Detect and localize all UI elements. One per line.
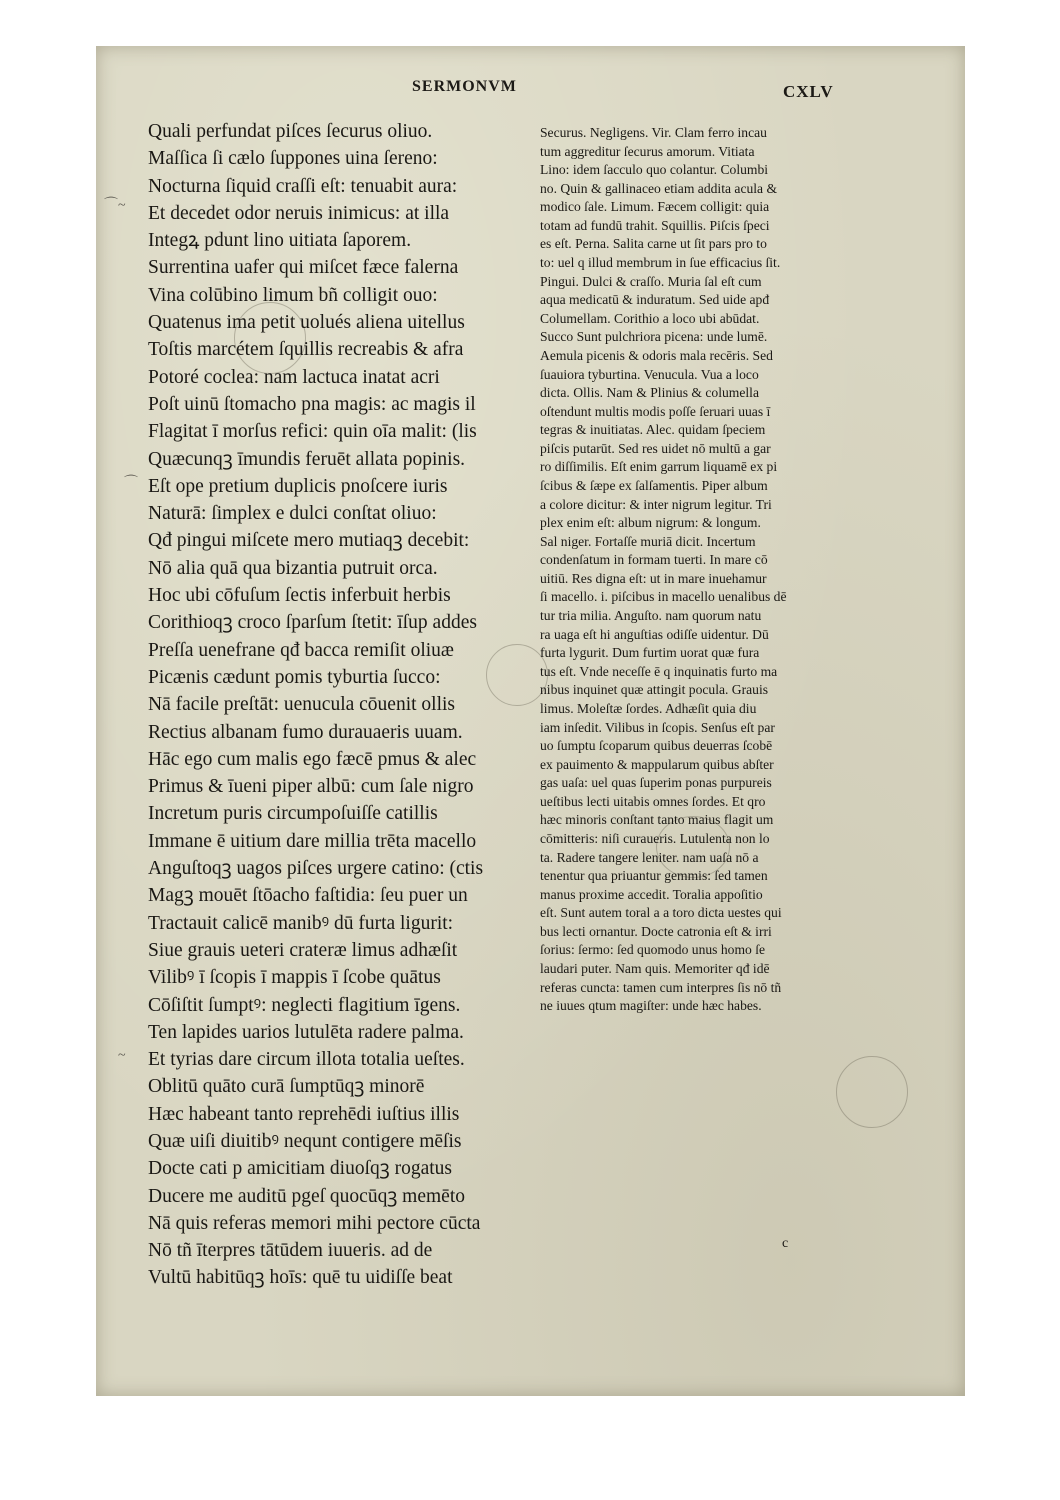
commentary-line: ſuauiora tyburtina. Venucula. Vua a loco [540, 366, 759, 382]
commentary-line: manus proxime accedit. Toralia appoſitio [540, 886, 763, 902]
commentary-line: tegras & inuitiatas. Alec. quidam ſpeciem [540, 422, 766, 438]
commentary-line: Securus. Negligens. Vir. Clam ferro incau [540, 125, 767, 140]
commentary-line: ta. Radere tangere leniter. nam uaſa nō a [540, 849, 759, 865]
catchmark: c [782, 1236, 789, 1251]
verse-line: Ten lapides uarios lutulēta radere palma. [148, 1021, 464, 1043]
commentary-line: piſcis putarūt. Sed res uidet nō multū a gar [540, 440, 771, 456]
verse-line: Nocturna ſiquid craſſi eſt: tenuabit aura: [148, 175, 458, 197]
commentary-line: tus eſt. Vnde neceſſe ē q inquinatis furto ma [540, 663, 778, 679]
verse-line: Ducere me auditū pgeſ quocūqꝫ memēto [148, 1185, 465, 1207]
verse-line: Potoré coclea: nam lactuca inatat acri [148, 366, 440, 388]
margin-mark: ⌒ [124, 476, 138, 491]
verse-line: Qđ pingui miſcete mero mutiaqꝫ decebit: [148, 530, 470, 552]
commentary-line: nibus inquinet quæ attingit pocula. Grauis [540, 682, 769, 698]
commentary-line: ra uaga eſt hi anguſtias odiſſe uidentur. Dū [540, 626, 769, 642]
running-head: SERMONVM [412, 78, 517, 95]
commentary-line: Pingui. Dulci & craſſo. Muria ſal eſt cum [540, 273, 762, 289]
commentary-line: cōmitteris: niſi curaueris. Lutulenta non lo [540, 830, 770, 846]
verse-line: Siue grauis ueteri crateræ limus adhæſit [148, 939, 458, 961]
commentary-line: Sal niger. Fortaſſe muriā dicit. Incertum [540, 533, 756, 549]
verse-line: Quali perfundat piſces ſecurus oliuo. [148, 121, 433, 142]
commentary-line: es eſt. Perna. Salita carne ut ſit pars pro to [540, 236, 767, 252]
verse-line: Oblitū quāto curā ſumptūqꝫ minorē [148, 1076, 425, 1098]
commentary-line: ſcibus & ſæpe ex ſalſamentis. Piper album [540, 477, 768, 493]
verse-line: Flagitat ī morſus refici: quin oīa malit: (lis [148, 421, 477, 443]
commentary-line: hæc minoris conſtant tanto maius flagit um [540, 812, 774, 828]
commentary-line: Aemula picenis & odoris mala recēris. Sed [540, 347, 773, 363]
verse-line: Hāc ego cum malis ego fæcē pmus & alec [148, 748, 477, 770]
verse-line: Rectius albanam fumo durauaeris uuam. [148, 721, 463, 743]
commentary-line: laudari puter. Nam quis. Memoriter qđ idē [540, 961, 770, 977]
verse-line: Et decedet odor neruis inimicus: at illa [148, 202, 450, 224]
verse-line: Nā facile preſtāt: uenucula cōuenit ollis [148, 694, 456, 716]
commentary-line: gas uaſa: uel quas ſuperim ponas purpureis [540, 775, 772, 791]
verse-line: Naturā: ſimplex e dulci conſtat oliuo: [148, 503, 437, 525]
verse-column [148, 118, 548, 1292]
commentary-line: Lino: idem ſacculo quo colantur. Columbi [540, 162, 769, 178]
commentary-line: uo ſumptu ſcoparum quibus deuerras ſcobē [540, 738, 773, 754]
verse-line: Corithioqꝫ croco ſparſum ſtetit: īſup addes [148, 612, 477, 634]
commentary-line: ſorius: ſermo: ſed quomodo unus homo ſe [540, 942, 766, 958]
commentary-line: Columellam. Corithio a loco ubi abūdat. [540, 310, 760, 326]
verse-line: Hæc habeant tanto reprehēdi iuſtius illis [148, 1103, 460, 1125]
commentary-line: eſt. Sunt autem toral a a toro dicta uestes qui [540, 905, 782, 921]
commentary-line: bus lecti ornantur. Docte catronia eſt & irri [540, 923, 772, 939]
verse-line: Docte cati p amicitiam diuoſqꝫ rogatus [148, 1158, 453, 1180]
verse-line: Hoc ubi cōfuſum ſectis inferbuit herbis [148, 585, 451, 607]
commentary-line: tenentur qua priuantur gemmis: ſed tamen [540, 868, 768, 884]
commentary-line: oſtendunt multis modis poſſe ſeruari uuas ī [540, 403, 771, 419]
verse-line: Tractauit calicē manibꝰ dū furta ligurit: [148, 912, 454, 934]
library-stamp [836, 1056, 908, 1128]
verse-line: Picænis cædunt pomis tyburtia ſucco: [148, 666, 441, 688]
commentary-line: ueſtibus lecti uitabis omnes ſordes. Et qro [540, 793, 766, 809]
verse-line: Vultū habitūqꝫ hoīs: quē tu uidiſſe beat [148, 1267, 453, 1289]
verse-line: Vilibꝰ ī ſcopis ī mappis ī ſcobe quātus [148, 967, 441, 989]
verse-line: Toſtis marcétem ſquillis recreabis & afra [148, 339, 464, 361]
commentary-line: to: uel q illud membrum in ſue efficacius ſit. [540, 255, 781, 271]
verse-line: Vina colūbino limum bñ colligit ouo: [148, 284, 438, 306]
verse-line: Anguſtoqꝫ uagos piſces urgere catino: (ctis [148, 858, 484, 880]
verse-line: Preſſa uenefrane qđ bacca remiſit oliuæ [148, 639, 454, 661]
commentary-line: no. Quin & gallinaceo etiam addita acula & [540, 180, 778, 196]
commentary-line: tur tria milia. Anguſto. nam quorum natu [540, 608, 762, 624]
commentary-line: dicta. Ollis. Nam & Plinius & columella [540, 385, 759, 401]
commentary-line: ſi macello. i. piſcibus in macello uenalibus dē [540, 589, 787, 605]
verse-line: Nō tñ īterpres tātūdem iuueris. ad de [148, 1240, 433, 1262]
commentary-line: referas cuncta: tamen cum interpres ſis nō tñ [540, 979, 782, 995]
commentary-line: limus. Moleſtæ ſordes. Adhæſit quia diu [540, 700, 757, 716]
commentary-line: condenſatum in formam tuerti. In mare cō [540, 552, 768, 568]
verse-line: Immane ē uitium dare millia trēta macello [148, 830, 477, 852]
commentary-line: ex pauimento & mappularum quibus abſter [540, 756, 774, 772]
commentary-line: a colore dicitur: & inter nigrum legitur. Tri [540, 496, 772, 512]
commentary-line: furta lygurit. Dum furtim uorat quæ fura [540, 645, 760, 661]
verse-line: Quæcunqꝫ īmundis feruēt allata popinis. [148, 448, 466, 470]
verse-line: Surrentina uafer qui miſcet fæce falerna [148, 257, 459, 279]
commentary-line: aqua medicatū & induratum. Sed uide apđ [540, 292, 770, 308]
folio-number: CXLV [783, 82, 834, 101]
commentary-line: ne iuues qtum magiſter: unde hæc habes. [540, 998, 762, 1014]
verse-line: Quæ uiſi diuitibꝰ nequnt contigere mēſis [148, 1130, 462, 1152]
commentary-line: iam inſedit. Vilibus in ſcopis. Senſus eſt par [540, 719, 775, 735]
commentary-line: plex enim eſt: album nigrum: & longum. [540, 515, 761, 531]
commentary-line: uitiū. Res digna eſt: ut in mare inuehamur [540, 570, 767, 586]
verse-line: Maſſica ſi cælo ſuppones uina ſereno: [148, 148, 438, 170]
margin-mark: ~ [118, 1048, 126, 1063]
commentary-line: modico ſale. Limum. Fæcem colligit: quia [540, 199, 770, 215]
commentary-column [540, 124, 875, 1016]
commentary-line: totam ad fundū trahit. Squillis. Piſcis ſpeci [540, 217, 770, 233]
margin-mark: ⌒~ [104, 198, 126, 213]
verse-line: Nō alia quā qua bizantia putruit orca. [148, 557, 438, 579]
verse-line: Quatenus ima petit uolués aliena uitellus [148, 312, 465, 334]
verse-line: Primus & īueni piper albū: cum ſale nigro [148, 776, 474, 798]
verse-line: Cōſiſtit ſumptꝰ: neglecti flagitium īgens. [148, 994, 461, 1016]
verse-line: Poſt uinū ſtomacho pna magis: ac magis il [148, 393, 476, 415]
verse-line: Et tyrias dare circum illota totalia ueſtes. [148, 1049, 465, 1071]
commentary-line: Succo Sunt pulchriora picena: unde lumē. [540, 329, 768, 345]
verse-line: Incretum puris circumpoſuiſſe catillis [148, 803, 438, 825]
verse-line: Magꝫ mouēt ſtōacho faſtidia: ſeu puer un [148, 885, 468, 907]
book-page [96, 46, 965, 1396]
verse-line: Nā quis referas memori mihi pectore cūcta [148, 1212, 481, 1234]
verse-line: Integꝝ pdunt lino uitiata ſaporem. [148, 230, 412, 252]
commentary-line: ro diſſimilis. Eſt enim garrum liquamē ex pi [540, 459, 778, 475]
verse-line: Eſt ope pretium duplicis pnoſcere iuris [148, 475, 448, 497]
commentary-line: tum aggreditur ſecurus amorum. Vitiata [540, 143, 755, 159]
